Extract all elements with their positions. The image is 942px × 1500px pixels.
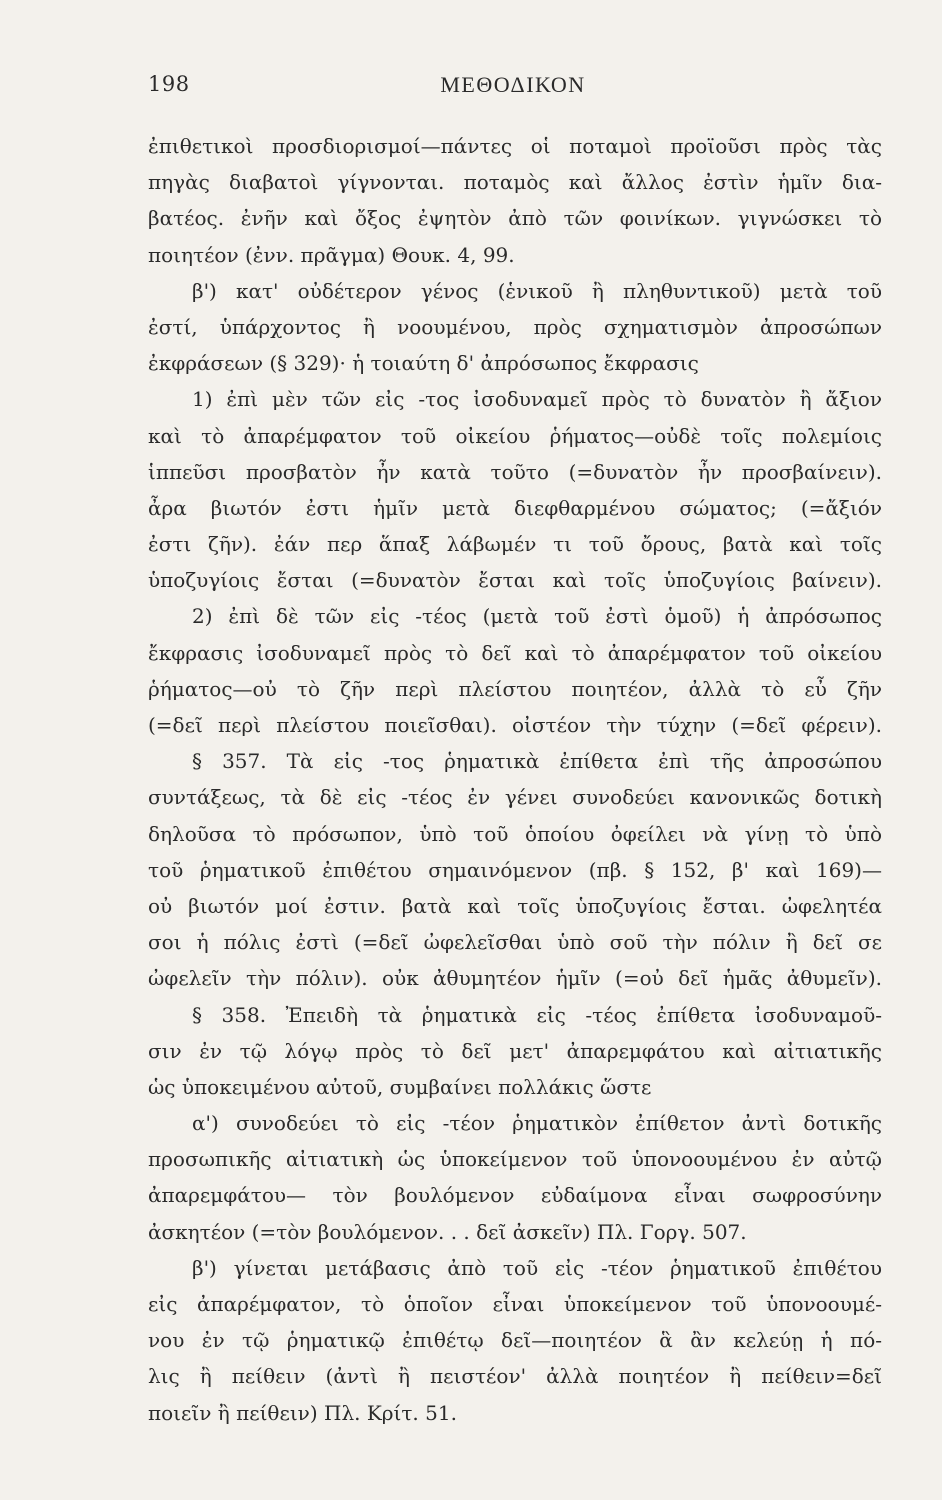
- text-line: ποιητέον (ἐνν. πρᾶγμα) Θουκ. 4, 99.: [148, 242, 515, 267]
- text-line: σοι ἡ πόλις ἐστὶ (=δεῖ ὠφελεῖσθαι ὑπὸ σοῦ τὴν πόλιν ἢ δεῖ σε: [148, 930, 882, 955]
- text-line: ἔκφρασις ἰσοδυναμεῖ πρὸς τὸ δεῖ καὶ τὸ ἀπαρέμφατον τοῦ οἰκείου: [148, 640, 882, 665]
- text-line: ὡς ὑποκειμένου αὐτοῦ, συμβαίνει πολλάκις ὥστε: [148, 1074, 652, 1099]
- text-line: νου ἐν τῷ ῥηματικῷ ἐπιθέτῳ δεῖ—ποιητέον ἃ ἂν κελεύῃ ἡ πό-: [148, 1328, 882, 1353]
- text-line: ἐπιθετικοὶ προσδιορισμοί—πάντες οἱ ποταμοὶ προϊοῦσι πρὸς τὰς: [148, 134, 882, 158]
- text-line: § 357. Τὰ εἰς -τος ῥηματικὰ ἐπίθετα ἐπὶ τῆς ἀπροσώπου: [192, 749, 882, 774]
- text-line: ἀπαρεμφάτου— τὸν βουλόμενον εὐδαίμονα εἶναι σωφροσύνην: [148, 1183, 882, 1208]
- text-line: § 358. Ἐπειδὴ τὰ ῥηματικὰ εἰς -τέος ἐπίθετα ἰσοδυναμοῦ-: [192, 1002, 882, 1027]
- text-line: ἐστι ζῆν). ἐάν περ ἅπαξ λάβωμέν τι τοῦ ὄρους, βατὰ καὶ τοῖς: [148, 532, 882, 557]
- text-line: εἰς ἀπαρέμφατον, τὸ ὁποῖον εἶναι ὑποκείμενον τοῦ ὑπονοουμέ-: [148, 1292, 882, 1316]
- page-header: [148, 72, 878, 102]
- body-text: [148, 128, 882, 1431]
- text-line: τοῦ ῥηματικοῦ ἐπιθέτου σημαινόμενον (πβ. § 152, β' καὶ 169)—: [148, 857, 882, 882]
- text-line: καὶ τὸ ἀπαρέμφατον τοῦ οἰκείου ῥήματος—οὐδὲ τοῖς πολεμίοις: [148, 423, 882, 448]
- text-line: ἀσκητέον (=τὸν βουλόμενον. . . δεῖ ἀσκεῖν) Πλ. Γοργ. 507.: [148, 1219, 747, 1244]
- text-line: β') κατ' οὐδέτερον γένος (ἑνικοῦ ἢ πληθυντικοῦ) μετὰ τοῦ: [192, 278, 882, 303]
- text-line: (=δεῖ περὶ πλείστου ποιεῖσθαι). οἰστέον τὴν τύχην (=δεῖ φέρειν).: [148, 713, 882, 737]
- text-line: δηλοῦσα τὸ πρόσωπον, ὑπὸ τοῦ ὁποίου ὀφείλει νὰ γίνῃ τὸ ὑπὸ: [148, 821, 882, 846]
- text-line: σιν ἐν τῷ λόγῳ πρὸς τὸ δεῖ μετ' ἀπαρεμφάτου καὶ αἰτιατικῆς: [148, 1038, 882, 1063]
- text-line: 2) ἐπὶ δὲ τῶν εἰς -τέος (μετὰ τοῦ ἐστὶ ὁμοῦ) ἡ ἀπρόσωπος: [192, 604, 882, 629]
- text-line: ἱππεῦσι προσβατὸν ἦν κατὰ τοῦτο (=δυνατὸν ἦν προσβαίνειν).: [148, 459, 882, 484]
- text-line: ποιεῖν ἢ πείθειν) Πλ. Κρίτ. 51.: [148, 1400, 457, 1425]
- text-line: ῥήματος—οὐ τὸ ζῆν περὶ πλείστου ποιητέον, ἀλλὰ τὸ εὖ ζῆν: [148, 676, 882, 701]
- running-title: ΜΕΘΟΔΙΚΟΝ: [440, 72, 586, 97]
- text-line: ὠφελεῖν τὴν πόλιν). οὐκ ἀθυμητέον ἡμῖν (=οὐ δεῖ ἡμᾶς ἀθυμεῖν).: [148, 966, 882, 991]
- text-line: ἐκφράσεων (§ 329)· ἡ τοιαύτη δ' ἀπρόσωπος ἔκφρασις: [148, 351, 699, 376]
- text-line: α') συνοδεύει τὸ εἰς -τέον ῥηματικὸν ἐπίθετον ἀντὶ δοτικῆς: [192, 1111, 882, 1136]
- text-line: 1) ἐπὶ μὲν τῶν εἰς -τος ἰσοδυναμεῖ πρὸς τὸ δυνατὸν ἢ ἄξιον: [192, 387, 882, 412]
- text-line: συντάξεως, τὰ δὲ εἰς -τέος ἐν γένει συνοδεύει κανονικῶς δοτικὴ: [148, 785, 882, 810]
- page-number: 198: [148, 72, 190, 96]
- text-line: β') γίνεται μετάβασις ἀπὸ τοῦ εἰς -τέον ῥηματικοῦ ἐπιθέτου: [192, 1255, 882, 1280]
- text-line: ὑποζυγίοις ἔσται (=δυνατὸν ἔσται καὶ τοῖς ὑποζυγίοις βαίνειν).: [148, 568, 882, 593]
- text-line: οὐ βιωτόν μοί ἐστιν. βατὰ καὶ τοῖς ὑποζυγίοις ἔσται. ὠφελητέα: [148, 893, 882, 918]
- text-line: λις ἢ πείθειν (ἀντὶ ἢ πειστέον' ἀλλὰ ποιητέον ἢ πείθειν=δεῖ: [148, 1364, 882, 1389]
- text-line: προσωπικῆς αἰτιατικὴ ὡς ὑποκείμενον τοῦ ὑπονοουμένου ἐν αὐτῷ: [148, 1147, 882, 1172]
- text-line: βατέος. ἐνῆν καὶ ὄξος ἐψητὸν ἀπὸ τῶν φοινίκων. γιγνώσκει τὸ: [148, 206, 882, 231]
- text-line: πηγὰς διαβατοὶ γίγνονται. ποταμὸς καὶ ἄλλος ἐστὶν ἡμῖν δια-: [148, 170, 882, 195]
- text-line: ἆρα βιωτόν ἐστι ἡμῖν μετὰ διεφθαρμένου σώματος; (=ἄξιόν: [148, 495, 882, 520]
- text-line: ἐστί, ὑπάρχοντος ἢ νοουμένου, πρὸς σχηματισμὸν ἀπροσώπων: [148, 314, 882, 339]
